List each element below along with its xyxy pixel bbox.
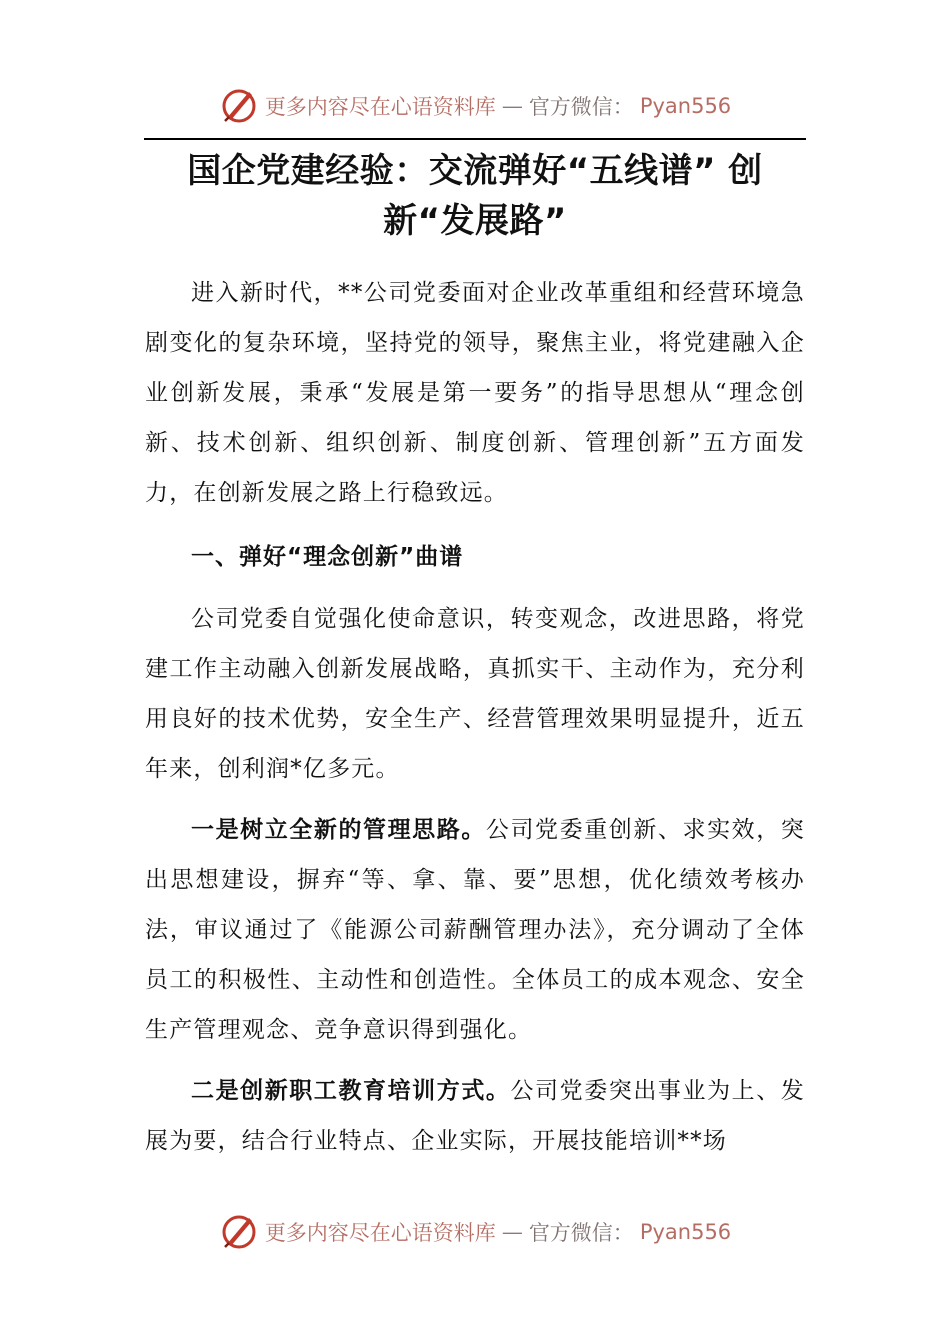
quill-pen-icon [219, 1212, 259, 1252]
banner-wechat-label: 官方微信： [528, 1221, 634, 1245]
section-paragraph: 公司党委自觉强化使命意识，转变观念，改进思路，将党建工作主动融入创新发展战略，真抓实干、主动作为，充分利用良好的技术优势，安全生产、经营管理效果明显提升，近五年来，创利润*亿多元。 [145, 606, 805, 782]
intro-paragraph: 进入新时代，**公司党委面对企业改革重组和经营环境急剧变化的复杂环境，坚持党的领导，聚焦主业，将党建融入企业创新发展，秉承“发展是第一要务”的指导思想从“理念创新、技术创新、组织创新、制度创新、管理创新”五方面发力，在创新发展之路上行稳致远。 [145, 280, 805, 506]
section-heading: 一、弹好“理念创新”曲谱 [191, 544, 464, 570]
banner-text: 更多内容尽在心语资料库 [264, 1221, 496, 1245]
banner-wechat-id: Pyan556 [639, 1220, 732, 1244]
document-body [145, 146, 805, 1166]
point-one-body: 公司党委重创新、求实效，突出思想建设，摒弃“等、拿、靠、要”思想，优化绩效考核办法，审议通过了《能源公司薪酬管理办法》，充分调动了全体员工的积极性、主动性和创造性。全体员工的成本观念、安全生产管理观念、竞争意识得到强化。 [145, 817, 805, 1043]
quill-pen-icon [219, 86, 259, 126]
banner-text: 更多内容尽在心语资料库 [264, 95, 496, 119]
point-one-paragraph [145, 805, 805, 1055]
document-title: 国企党建经验：交流弹好“五线谱” 创新“发展路” [187, 151, 763, 241]
point-one-lead: 一是树立全新的管理思路。 [191, 817, 486, 843]
watermark-banner-top [0, 82, 950, 130]
banner-separator: — [501, 1220, 523, 1244]
watermark-banner-bottom [0, 1208, 950, 1256]
banner-wechat-id: Pyan556 [639, 94, 732, 118]
point-two-paragraph [145, 1066, 805, 1166]
point-two-body: 公司党委突出事业为上、发展为要，结合行业特点、企业实际，开展技能培训**场 [145, 1078, 805, 1154]
banner-wechat-label: 官方微信： [528, 95, 634, 119]
header-rule [144, 138, 806, 140]
banner-separator: — [501, 94, 523, 118]
point-two-lead: 二是创新职工教育培训方式。 [191, 1078, 511, 1104]
